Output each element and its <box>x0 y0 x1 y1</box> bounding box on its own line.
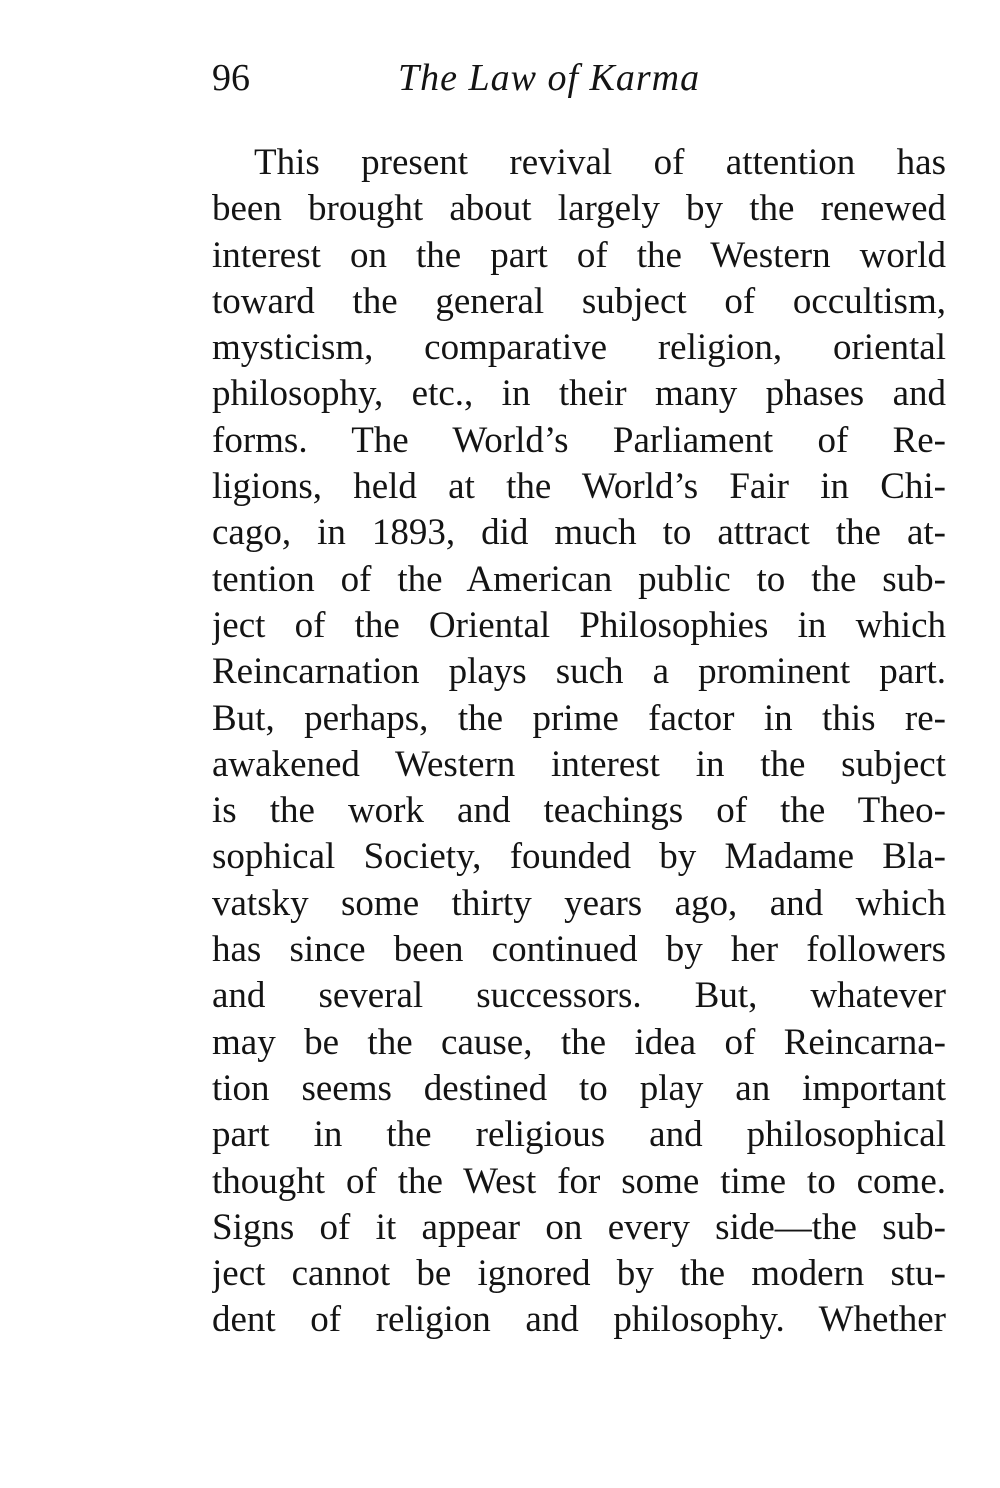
text-line: may be the cause, the idea of Reincarna- <box>212 1021 946 1063</box>
text-line: This present revival of attention has <box>254 142 946 183</box>
text-line: thought of the West for some time to come. <box>212 1160 946 1202</box>
text-line: dent of religion and philosophy. Whether <box>212 1299 946 1341</box>
text-line: ject of the Oriental Philosophies in which <box>212 604 946 646</box>
text-line: vatsky some thirty years ago, and which <box>212 882 946 924</box>
text-line: Signs of it appear on every side—the sub- <box>212 1206 946 1248</box>
text-line: toward the general subject of occultism, <box>212 280 946 322</box>
page-number: 96 <box>212 57 250 99</box>
text-line: is the work and teachings of the Theo- <box>212 790 946 832</box>
text-line: But, perhaps, the prime factor in this re- <box>212 697 946 739</box>
text-line: and several successors. But, whatever <box>212 975 946 1017</box>
text-line: tion seems destined to play an important <box>212 1067 946 1109</box>
text-line: ligions, held at the World’s Fair in Chi- <box>212 466 946 508</box>
text-line: Reincarnation plays such a prominent part. <box>212 651 946 693</box>
text-line: awakened Western interest in the subject <box>212 743 946 785</box>
text-line: has since been continued by her followers <box>212 929 946 971</box>
text-line: tention of the American public to the sub- <box>212 558 946 600</box>
text-line: been brought about largely by the renewed <box>212 188 946 230</box>
running-head <box>212 52 772 104</box>
text-line: mysticism, comparative religion, oriental <box>212 327 946 369</box>
text-line: interest on the part of the Western world <box>212 234 946 276</box>
running-title: The Law of Karma <box>398 57 701 99</box>
text-line: sophical Society, founded by Madame Bla- <box>212 836 946 878</box>
text-line: philosophy, etc., in their many phases and <box>212 373 946 415</box>
text-line: forms. The World’s Parliament of Re- <box>212 419 946 461</box>
body-paragraph <box>212 140 946 1344</box>
text-line: part in the religious and philosophical <box>212 1114 946 1156</box>
text-line: cago, in 1893, did much to attract the at- <box>212 512 946 554</box>
text-line: ject cannot be ignored by the modern stu- <box>212 1253 946 1295</box>
